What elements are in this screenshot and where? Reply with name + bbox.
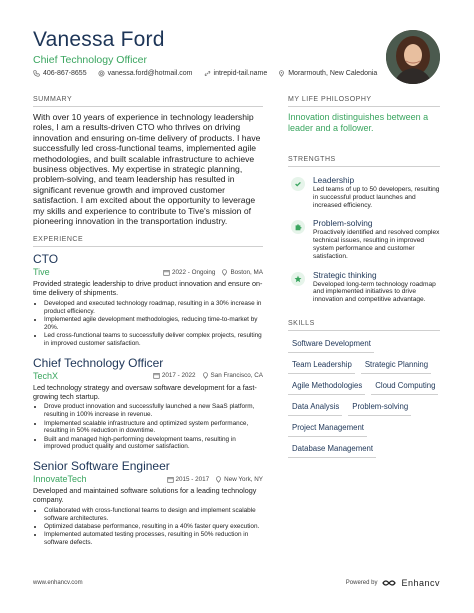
- strength-item: [288, 270, 440, 304]
- profile-photo: [386, 30, 440, 84]
- right-column: [288, 96, 440, 462]
- location-text: Morarmouth, New Caledonia: [288, 70, 378, 77]
- strength-item: [288, 218, 440, 260]
- skill-tag: Agile Methodologies: [288, 378, 365, 395]
- powered-by-label: Powered by: [345, 580, 378, 586]
- job-title: Senior Software Engineer: [33, 459, 170, 474]
- strength-item: [288, 175, 440, 209]
- puzzle-icon: [291, 220, 305, 234]
- phone-text: 406-867-8655: [43, 70, 87, 77]
- company-name: Tive: [33, 267, 50, 278]
- calendar-icon: [167, 476, 174, 483]
- summary-text: With over 10 years of experience in technology leadership roles, I am a results-driven CTO who thrives on driving innovation and ensuring on-time delivery of products. I have successfully led cross-functional teams, implemented agile methodologies, and built scalable infrastructure to achieve business objectives. My expertise in strategic planning, problem-solving, and team leadership has resulted in significant revenue growth and improved customer satisfaction. I am excited about the opportunity to leverage my skills and experience to contribute to Tive's mission of pioneering innovation in the transportation industry.: [33, 112, 261, 227]
- link-text: intrepid-tail.name: [213, 70, 268, 77]
- contact-phone: [33, 70, 87, 77]
- skill-tag: Software Development: [288, 336, 374, 353]
- contact-email[interactable]: [98, 70, 193, 77]
- strength-title: Strategic thinking: [313, 269, 377, 280]
- job-location: New York, NY: [224, 475, 263, 483]
- job-location: Boston, MA: [230, 268, 263, 276]
- contact-bar: [33, 70, 377, 77]
- contact-location: [278, 70, 377, 77]
- job-description: Provided strategic leadership to drive product innovation and ensure on-time delivery of shipments.: [33, 279, 263, 298]
- experience-heading: EXPERIENCE: [33, 236, 263, 247]
- job-entry: [33, 459, 263, 547]
- skills-heading: SKILLS: [288, 320, 440, 331]
- calendar-icon: [163, 269, 170, 276]
- job-bullet: • Built and managed high-performing development teams, resulting in improved product quality and customer satisfaction.: [44, 436, 263, 452]
- job-dates: 2015 - 2017: [175, 475, 210, 483]
- footer-url[interactable]: www.enhancv.com: [33, 580, 83, 586]
- candidate-name: Vanessa Ford: [33, 28, 165, 51]
- job-description: Developed and maintained software solutions for a leading technology company.: [33, 486, 257, 505]
- strength-title: Problem-solving: [313, 218, 373, 229]
- location-icon: [202, 372, 209, 379]
- contact-link[interactable]: [204, 70, 268, 77]
- skill-tag: Data Analysis: [288, 399, 342, 416]
- skill-tag: Team Leadership: [288, 357, 355, 374]
- page-footer: [33, 578, 440, 588]
- portrait-image: [386, 30, 440, 84]
- job-entry: [33, 356, 263, 451]
- skill-tag: Database Management: [288, 441, 376, 458]
- skill-tag: Cloud Computing: [371, 378, 438, 395]
- strength-desc: Developed long-term technology roadmap and implemented initiatives to drive innovation and competitive advantage.: [313, 280, 436, 304]
- job-title: CTO: [33, 252, 59, 267]
- job-entry: [33, 252, 263, 347]
- company-name: InnovateTech: [33, 474, 87, 485]
- enhancv-logo-icon: [382, 579, 396, 587]
- strength-desc: Proactively identified and resolved complex technical issues, resulting in improved system performance and customer satisfaction.: [313, 229, 440, 260]
- job-description: Led technology strategy and oversaw software development for a fast-growing tech startup.: [33, 382, 257, 401]
- calendar-icon: [153, 372, 160, 379]
- job-bullet: • Led cross-functional teams to successfully deliver complex projects, resulting in improved customer satisfaction.: [44, 332, 263, 348]
- candidate-title: Chief Technology Officer: [33, 54, 148, 66]
- job-dates: 2022 - Ongoing: [172, 268, 216, 276]
- brand-block: [346, 578, 440, 588]
- job-bullet: • Implemented agile development methodologies, reducing time-to-market by 20%.: [44, 316, 263, 332]
- email-text: vanessa.ford@hotmail.com: [107, 70, 193, 77]
- brand-name: Enhancv: [401, 578, 440, 588]
- location-icon: [221, 269, 228, 276]
- job-title: Chief Technology Officer: [33, 355, 164, 370]
- check-icon: [291, 177, 305, 191]
- company-name: TechX: [33, 370, 59, 381]
- skill-tag: Problem-solving: [348, 399, 411, 416]
- left-column: [33, 96, 263, 547]
- star-icon: [291, 272, 305, 286]
- philosophy-heading: MY LIFE PHILOSOPHY: [288, 96, 440, 107]
- job-bullet: • Collaborated with cross-functional teams to design and implement scalable software architectures.: [44, 507, 263, 523]
- link-icon: [204, 70, 211, 77]
- job-bullet: • Drove product innovation and successfully launched a new SaaS platform, resulting in 100% increase in revenue.: [44, 403, 263, 419]
- strength-desc: Led teams of up to 50 developers, resulting in successful product launches and increased efficiency.: [313, 186, 440, 209]
- job-bullet: • Optimized database performance, resulting in a 40% faster query execution.: [44, 523, 263, 531]
- phone-icon: [33, 70, 40, 77]
- email-icon: [98, 70, 105, 77]
- location-icon: [215, 476, 222, 483]
- job-dates: 2017 - 2022: [161, 372, 196, 380]
- job-bullet: • Implemented scalable infrastructure and optimized system performance, resulting in 50% reduction in downtime.: [44, 420, 263, 436]
- job-bullet: • Implemented automated testing processes, resulting in 50% reduction in software defects.: [44, 531, 263, 547]
- job-location: San Francisco, CA: [210, 372, 263, 380]
- skills-list: [288, 336, 440, 462]
- strength-title: Leadership: [313, 175, 355, 185]
- skill-tag: Strategic Planning: [361, 357, 431, 374]
- philosophy-quote: Innovation distinguishes between a leader and a follower.: [288, 112, 429, 133]
- summary-heading: SUMMARY: [33, 96, 263, 107]
- location-icon: [278, 70, 285, 77]
- strengths-heading: STRENGTHS: [288, 156, 440, 167]
- skill-tag: Project Management: [288, 420, 367, 437]
- job-bullet: • Developed and executed technology roadmap, resulting in a 30% increase in product efficiency.: [44, 300, 263, 316]
- resume-header: [33, 28, 165, 66]
